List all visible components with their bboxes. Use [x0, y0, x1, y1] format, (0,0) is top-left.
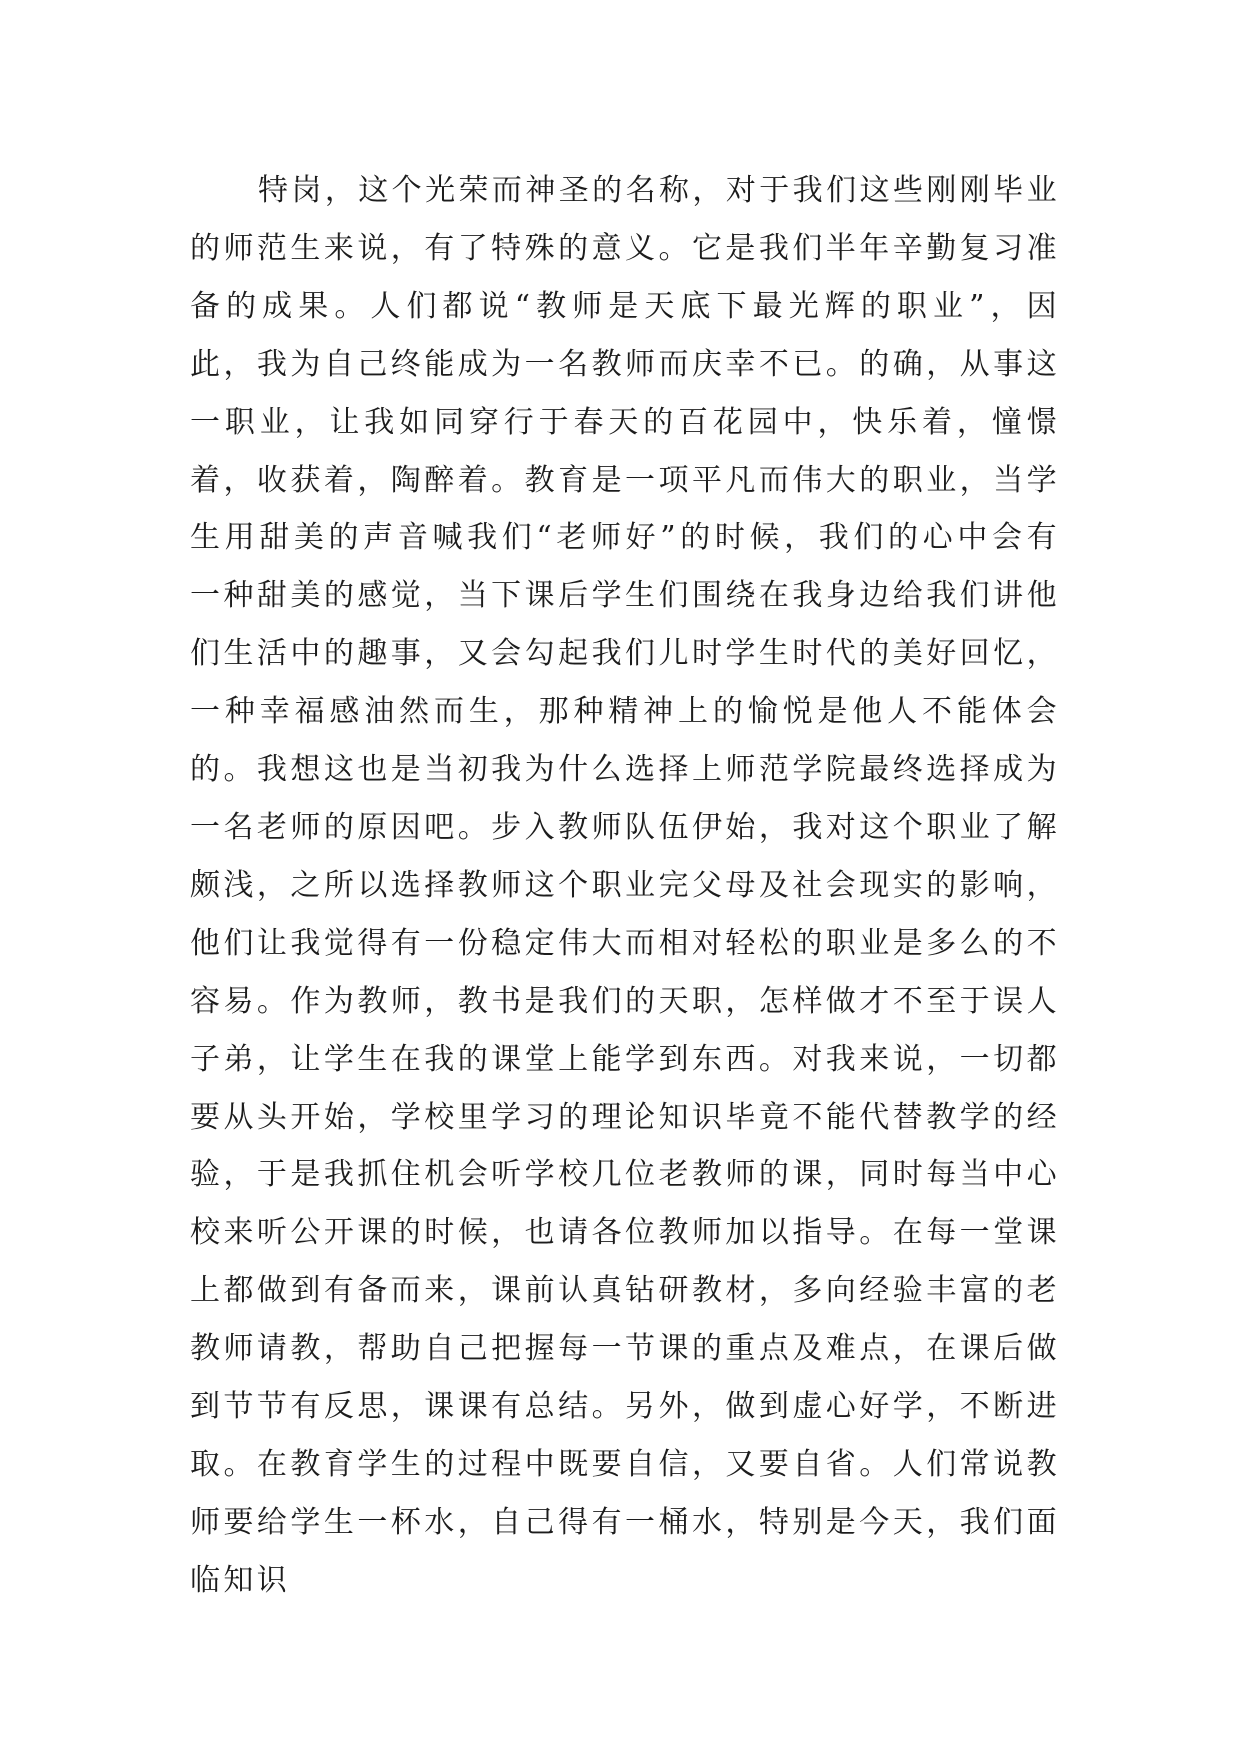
body-paragraph: 特岗，这个光荣而神圣的名称，对于我们这些刚刚毕业的师范生来说，有了特殊的意义。它是我们半年辛勤复习准备的成果。人们都说“教师是天底下最光辉的职业”，因此，我为自己终能成为一名教师而庆幸不已。的确，从事这一职业，让我如同穿行于春天的百花园中，快乐着，憧憬着，收获着，陶醉着。教育是一项平凡而伟大的职业，当学生用甜美的声音喊我们“老师好”的时候，我们的心中会有一种甜美的感觉，当下课后学生们围绕在我身边给我们讲他们生活中的趣事，又会勾起我们儿时学生时代的美好回忆，一种幸福感油然而生，那种精神上的愉悦是他人不能体会的。我想这也是当初我为什么选择上师范学院最终选择成为一名老师的原因吧。步入教师队伍伊始，我对这个职业了解颇浅，之所以选择教师这个职业完父母及社会现实的影响，他们让我觉得有一份稳定伟大而相对轻松的职业是多么的不容易。作为教师，教书是我们的天职，怎样做才不至于误人子弟，让学生在我的课堂上能学到东西。对我来说，一切都要从头开始，学校里学习的理论知识毕竟不能代替教学的经验，于是我抓住机会听学校几位老教师的课，同时每当中心校来听公开课的时候，也请各位教师加以指导。在每一堂课上都做到有备而来，课前认真钻研教材，多向经验丰富的老教师请教，帮助自己把握每一节课的重点及难点，在课后做到节节有反思，课课有总结。另外，做到虚心好学，不断进取。在教育学生的过程中既要自信，又要自省。人们常说教师要给学生一杯水，自己得有一桶水，特别是今天，我们面临知识 — [190, 173, 1060, 1598]
